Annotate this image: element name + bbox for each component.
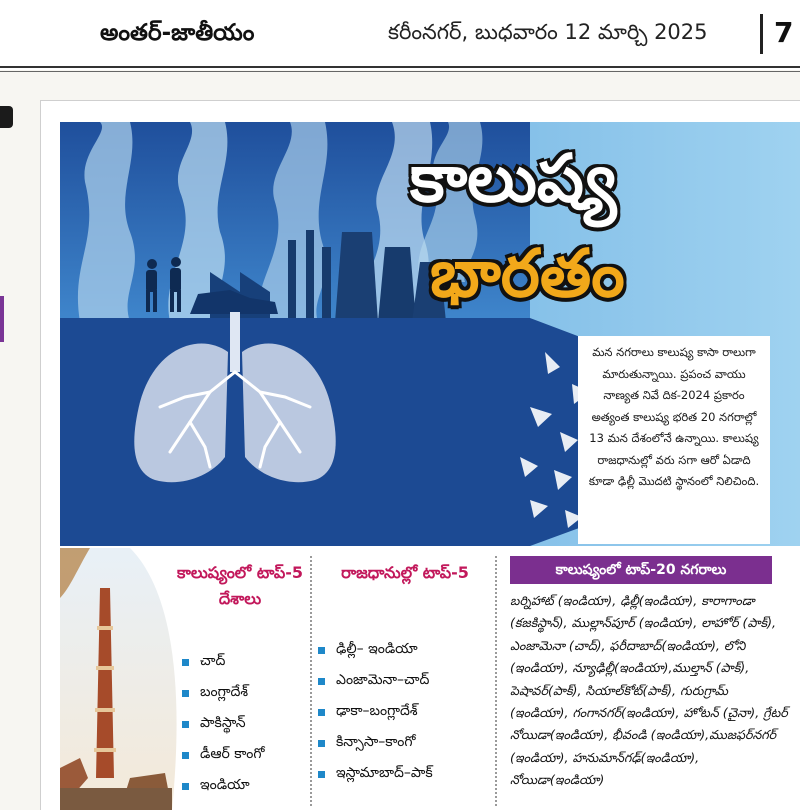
section-title: అంతర్-జాతీయం [100, 20, 255, 46]
title-word-pollution: కాలుష్య [410, 140, 617, 217]
capitals-heading: రాజధానుల్లో టాప్-5 [341, 563, 469, 582]
top20-list: బర్నిహాట్ (ఇండియా), ఢిల్లీ(ఇండియా), కారాగాండా (కజకిస్థాన్), ముల్లాన్‌పూర్ (ఇండియా), లాహోర్ (పాక్), ఎంజామెనా (చాద్), ఫరీదాబాద్(ఇండియా), లోని (ఇండియా), న్యూఢిల్లీ(ఇండియా),ముల్తాన్ (పాక్), పెషావర్(పాక్), సియాల్‌కోట్(పాక్), గురుగ్రామ్ (ఇండియా), గంగానగర్(ఇండియా), హోటన్ (చైనా), గ్రేటర్ నోయిడా(ఇండియా), భీవండి (ఇండియా),ముజఫర్‌నగర్ (ఇండియా), హనుమాన్‌గఢ్(ఇండియా), నోయిడా(ఇండియా) [510, 593, 788, 788]
page-number: 7 [774, 16, 794, 49]
list-item: ఇండియా [180, 770, 265, 801]
list-item: కిన్సాసా–కాంగో [316, 727, 433, 758]
dateline: కరీంనగర్, బుధవారం 12 మార్చి 2025 [388, 20, 708, 44]
countries-list [180, 646, 265, 801]
list-item: ఇస్లామాబాద్–పాక్ [316, 758, 433, 789]
header-rule-thin [0, 71, 800, 72]
list-item: చాద్ [180, 646, 265, 677]
top20-heading: కాలుష్యంలో టాప్-20 నగరాలు [510, 556, 772, 584]
column-divider [495, 556, 497, 806]
list-item: పాకిస్థాన్ [180, 708, 265, 739]
poster-title [400, 140, 770, 330]
list-item: ఢిల్లీ– ఇండియా [316, 634, 433, 665]
header-rule [0, 66, 800, 68]
list-item: డీఆర్ కాంగో [180, 739, 265, 770]
countries-heading: కాలుష్యంలో టాప్-5 దేశాలు [177, 563, 303, 608]
page-header [0, 0, 800, 70]
title-word-india: భారతం [430, 235, 625, 312]
capitals-list [316, 634, 433, 789]
margin-marker [0, 106, 13, 128]
column-divider [310, 556, 312, 806]
list-item: ఢాకా–బంగ్లాదేశ్ [316, 696, 433, 727]
list-item: ఎంజామెనా–చాద్ [316, 665, 433, 696]
intro-paragraph: మన నగరాలు కాలుష్య కాసా రాలుగా మారుతున్నాయి. ప్రపంచ వాయు నాణ్యత నివే దిక-2024 ప్రకారం అత్యంత కాలుష్య భరిత 20 నగరాల్లో 13 మన దేశంలోనే ఉన్నాయి. కాలుష్య రాజధానుల్లో వరు సగా ఆరో ఏడాది కూడా ఢిల్లీ మొదటి స్థానంలో నిలిచింది. [578, 336, 770, 544]
margin-bar [0, 296, 4, 342]
header-divider [760, 14, 763, 54]
list-item: బంగ్లాదేశ్ [180, 677, 265, 708]
